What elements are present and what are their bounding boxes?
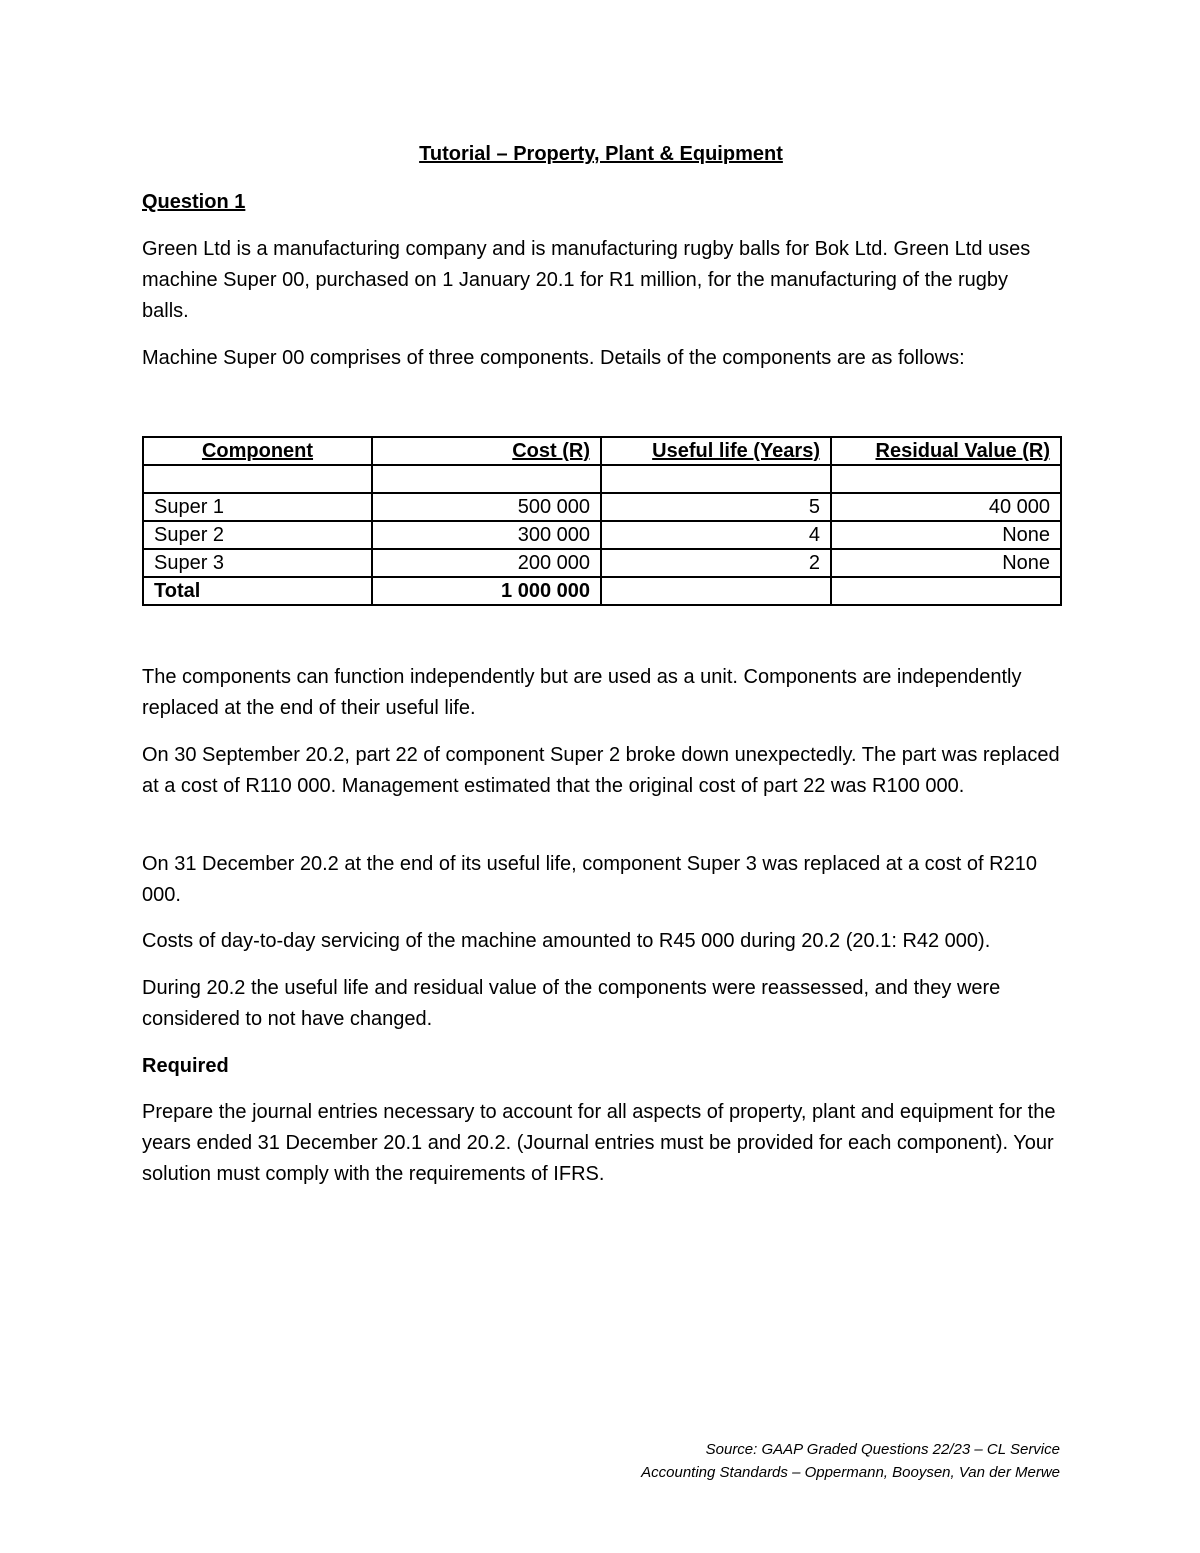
- intro-paragraph: Green Ltd is a manufacturing company and is manufacturing rugby balls for Bok Ltd. Green Ltd uses machine Super 00, purchased on 1 January 20.1 for R1 million, for the manufacturing of the rugby balls.: [142, 238, 1031, 322]
- replacement-paragraph: On 31 December 20.2 at the end of its useful life, component Super 3 was replaced at a cost of R210 000.: [142, 853, 1037, 906]
- components-table: [142, 436, 1062, 606]
- table-cell-residual-value: 40 000: [831, 493, 1061, 521]
- breakdown-paragraph: On 30 September 20.2, part 22 of component Super 2 broke down unexpectedly. The part was replaced at a cost of R110 000. Management estimated that the original cost of part 22 was R100 000.: [142, 744, 1060, 797]
- table-header-row: [143, 437, 1061, 465]
- table-cell-useful-life: 4: [601, 521, 831, 549]
- components-intro-paragraph: Machine Super 00 comprises of three components. Details of the components are as follows:: [142, 347, 965, 369]
- table-cell: [601, 465, 831, 493]
- table-header-useful-life: Useful life (Years): [601, 437, 831, 465]
- table-cell-cost: 500 000: [372, 493, 601, 521]
- table-total-cost: 1 000 000: [372, 577, 601, 605]
- required-heading: Required: [142, 1055, 229, 1077]
- question-heading: Question 1: [142, 191, 246, 213]
- table-cell-residual-value: None: [831, 521, 1061, 549]
- table-cell-component: Super 2: [143, 521, 372, 549]
- table-cell: [143, 465, 372, 493]
- table-cell-residual-value: None: [831, 549, 1061, 577]
- table-total-label: Total: [143, 577, 372, 605]
- table-row: [143, 493, 1061, 521]
- table-total-row: [143, 577, 1061, 605]
- table-header-component: Component: [143, 437, 372, 465]
- document-title: Tutorial – Property, Plant & Equipment: [419, 143, 783, 165]
- table-header-cost: Cost (R): [372, 437, 601, 465]
- document-page: [142, 0, 1060, 1553]
- servicing-paragraph: Costs of day-to-day servicing of the machine amounted to R45 000 during 20.2 (20.1: R42 000).: [142, 930, 991, 952]
- table-row: [143, 549, 1061, 577]
- table-cell-useful-life: 2: [601, 549, 831, 577]
- function-paragraph: The components can function independently but are used as a unit. Components are independently replaced at the end of their useful life.: [142, 666, 1022, 719]
- table-cell-cost: 300 000: [372, 521, 601, 549]
- source-line-1: Source: GAAP Graded Questions 22/23 – CL Service: [705, 1441, 1060, 1458]
- table-cell: [831, 465, 1061, 493]
- table-cell: [372, 465, 601, 493]
- table-cell-component: Super 3: [143, 549, 372, 577]
- table-header-residual-value: Residual Value (R): [831, 437, 1061, 465]
- table-empty-row: [143, 465, 1061, 493]
- reassessment-paragraph: During 20.2 the useful life and residual value of the components were reassessed, and they were considered to not have changed.: [142, 977, 1001, 1030]
- table-cell-cost: 200 000: [372, 549, 601, 577]
- table-cell-useful-life: 5: [601, 493, 831, 521]
- source-line-2: Accounting Standards – Oppermann, Booysen, Van der Merwe: [641, 1464, 1060, 1481]
- table-cell-component: Super 1: [143, 493, 372, 521]
- required-paragraph: Prepare the journal entries necessary to account for all aspects of property, plant and equipment for the years ended 31 December 20.1 and 20.2. (Journal entries must be provided for each component). Your solution must comply with the requirements of IFRS.: [142, 1101, 1056, 1185]
- table-row: [143, 521, 1061, 549]
- table-cell: [831, 577, 1061, 605]
- table-cell: [601, 577, 831, 605]
